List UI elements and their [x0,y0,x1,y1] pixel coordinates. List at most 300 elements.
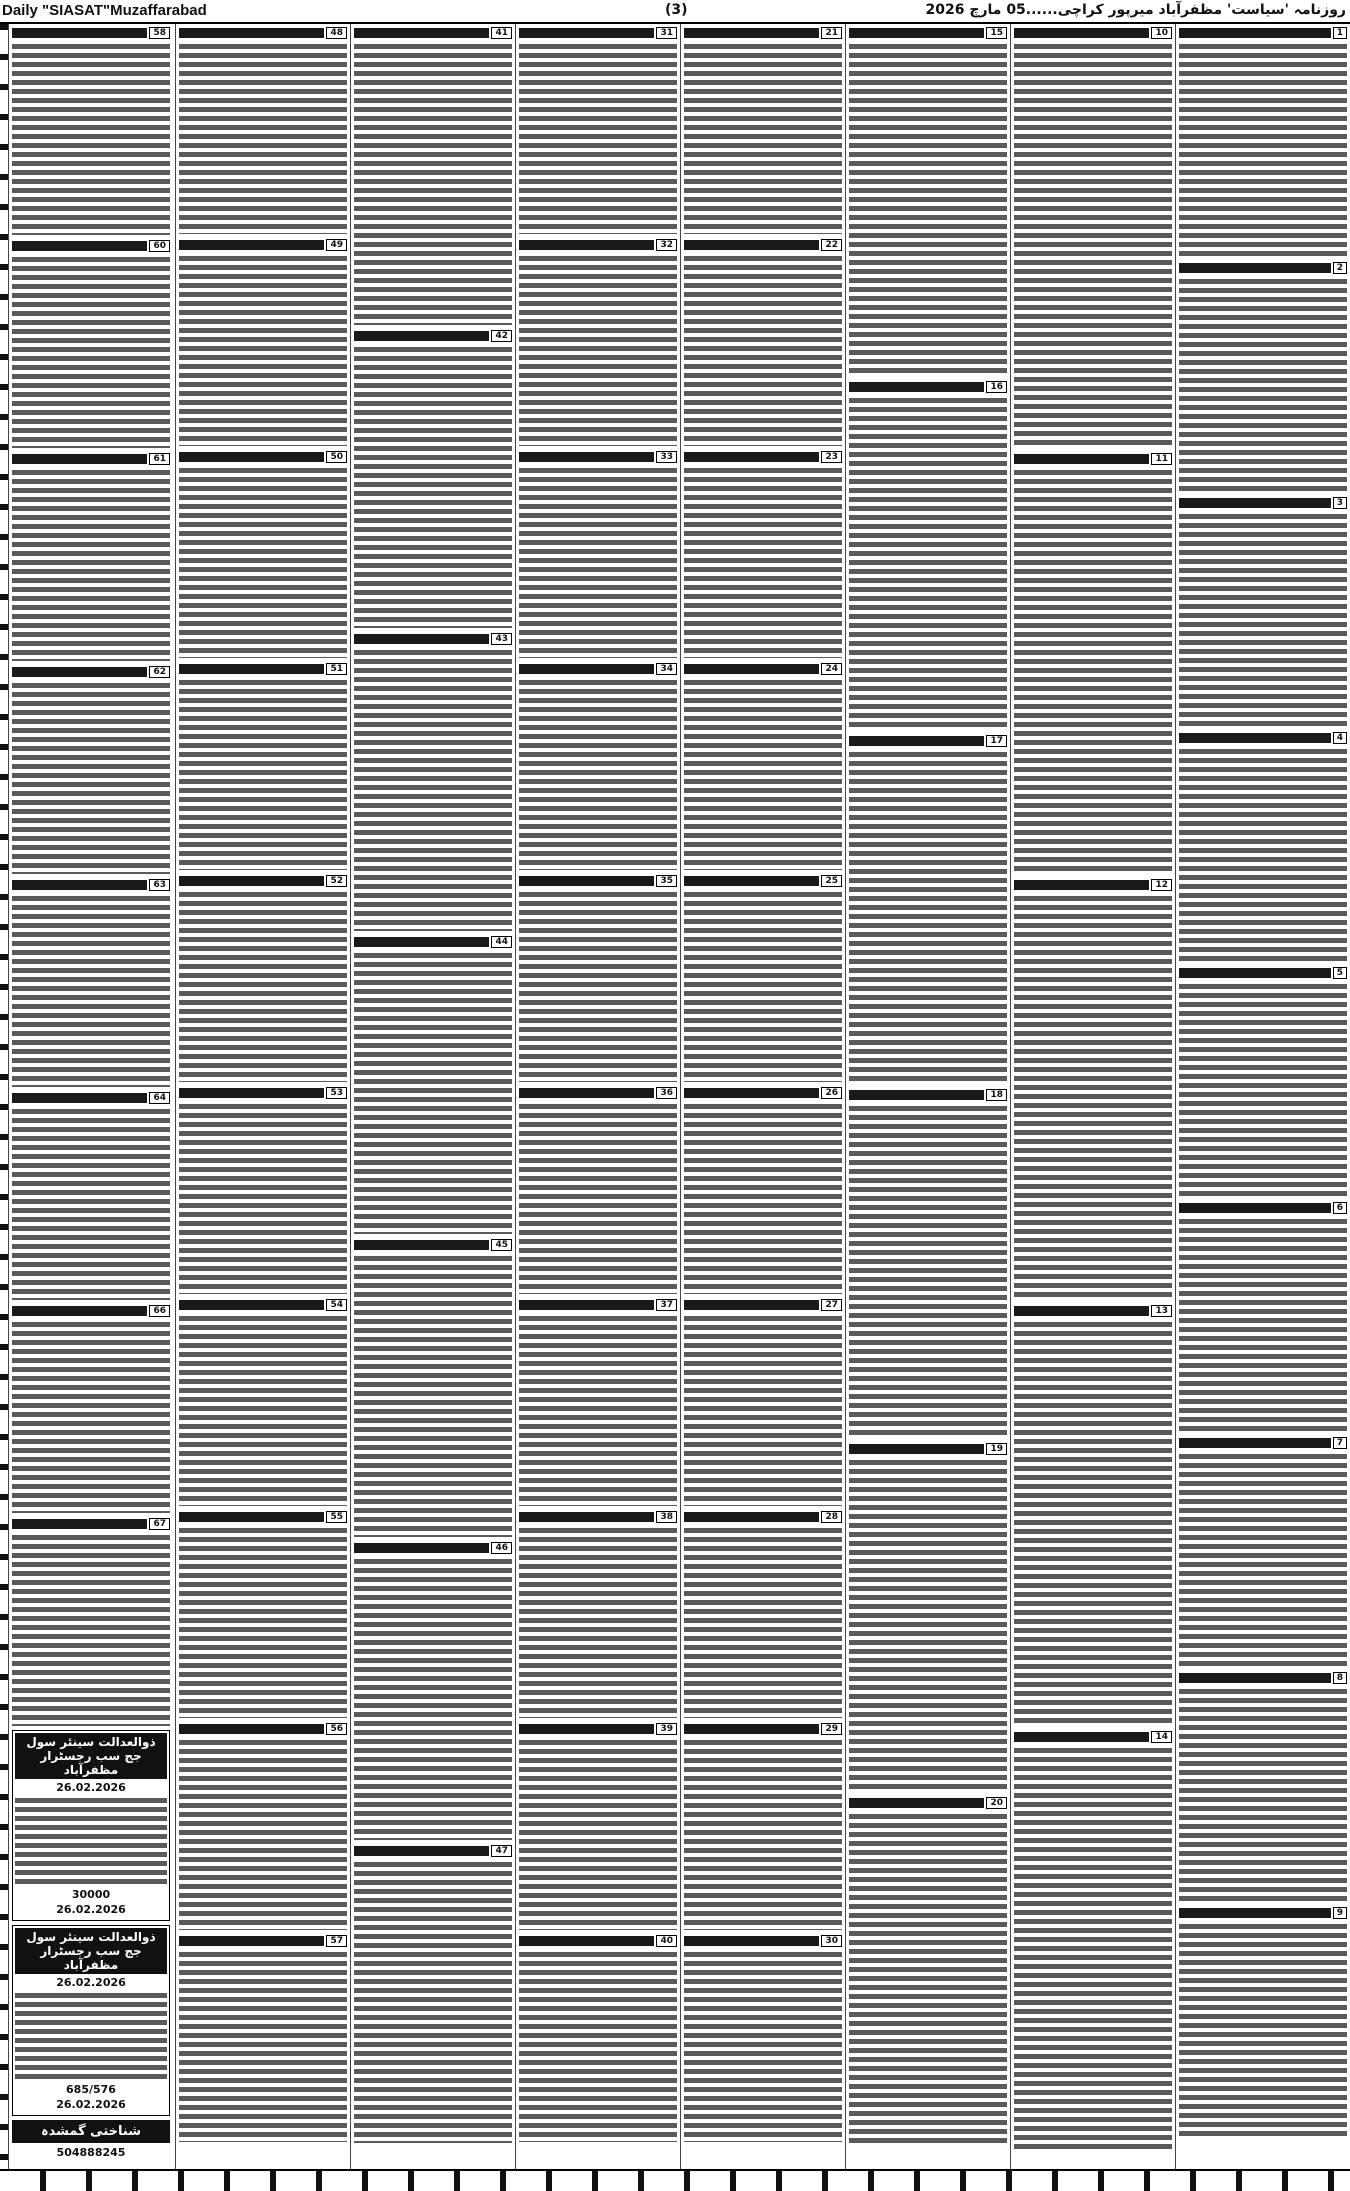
header-bar [354,1543,489,1553]
court-notice-ref-date: 26.02.2026 [56,1903,126,1916]
notice-header [684,450,842,464]
notice-text [179,254,347,446]
notice-number: 24 [821,663,842,675]
header-bar [684,664,819,674]
notice-item [684,1298,842,1506]
notice-header [179,1934,347,1948]
notice-header [519,1086,677,1100]
notice-item [519,26,677,234]
notice-header [354,329,512,343]
notice-number: 64 [149,1092,170,1104]
header-bar [849,1798,984,1808]
header-bar [519,452,654,462]
notice-item [179,662,347,870]
header-bar [519,28,654,38]
notice-text [179,466,347,658]
notice-header [1179,966,1347,980]
notice-header [684,1510,842,1524]
header-bar [519,240,654,250]
header-bar [179,876,324,886]
notice-text [179,890,347,1082]
notice-header [354,1238,512,1252]
notice-item [849,380,1007,730]
notice-header [354,26,512,40]
masthead-urdu-title: روزنامہ 'سیاست' مظفرآباد میرپور کراچی......05 مارچ 2026 [925,2,1346,18]
notice-item [849,1796,1007,2146]
decorative-footer-strip [0,2169,1350,2191]
notice-item [12,878,170,1087]
notice-header [12,1517,170,1531]
header-bar [519,1512,654,1522]
notice-item [519,1722,677,1930]
header-bar [684,876,819,886]
notice-item [12,452,170,661]
notice-header [849,1088,1007,1102]
notice-text [354,951,512,1234]
notice-header [684,1934,842,1948]
notice-text [519,1314,677,1506]
notice-number: 37 [656,1299,677,1311]
notice-header [1179,261,1347,275]
header-bar [1014,1732,1149,1742]
notice-number: 31 [656,27,677,39]
notice-item [849,1088,1007,1438]
notice-text [354,1254,512,1537]
court-notice-value: 30000 [71,1888,111,1901]
header-bar [179,1936,324,1946]
header-bar [1179,1203,1331,1213]
notice-number: 18 [986,1089,1007,1101]
notice-number: 13 [1151,1305,1172,1317]
notice-item [1179,261,1347,492]
notice-number: 17 [986,735,1007,747]
column-1 [8,24,173,2169]
notice-number: 62 [149,666,170,678]
notice-text [519,1526,677,1718]
notice-text [1179,1922,1347,2137]
court-notice-ref-date: 26.02.2026 [56,2098,126,2111]
header-bar [684,1088,819,1098]
notice-item [1179,731,1347,962]
notice-header [519,1298,677,1312]
header-bar [354,937,489,947]
notice-header [179,874,347,888]
notice-item [12,1517,170,1726]
header-bar [12,28,147,38]
notice-header [519,874,677,888]
notice-item [354,1541,512,1840]
court-notice-value: 685/576 [66,2083,116,2096]
notice-header [519,26,677,40]
notice-text [849,42,1007,376]
notice-text [354,42,512,325]
header-bar [12,1306,147,1316]
notice-item [1014,1730,1172,2152]
notice-number: 35 [656,875,677,887]
lost-id-heading: شناختی گمشدہ [12,2120,170,2143]
lost-id-number: 504888245 [56,2146,126,2159]
notice-item [849,26,1007,376]
notice-number: 40 [656,1935,677,1947]
notice-number: 28 [821,1511,842,1523]
notice-text [684,254,842,446]
notice-header [519,1722,677,1736]
header-bar [1179,263,1331,273]
header-bar [684,1724,819,1734]
notice-header [849,1796,1007,1810]
notice-item [354,26,512,325]
notice-text [12,468,170,661]
notice-item [12,665,170,874]
notice-text [519,254,677,446]
notice-text [684,466,842,658]
notice-text [354,1860,512,2143]
notice-item [179,1934,347,2142]
notice-text [684,890,842,1082]
notice-text [684,42,842,234]
notice-number: 27 [821,1299,842,1311]
notice-item [684,1510,842,1718]
header-bar [179,240,324,250]
notice-header [1179,1436,1347,1450]
notice-item [519,662,677,870]
notice-number: 58 [149,27,170,39]
header-bar [1179,1673,1331,1683]
notice-text [179,1102,347,1294]
notice-item [1014,1304,1172,1726]
notice-text [1179,512,1347,727]
notice-number: 26 [821,1087,842,1099]
notice-header [12,239,170,253]
notice-item [684,1086,842,1294]
header-bar [354,28,489,38]
notice-number: 45 [491,1239,512,1251]
court-notice-title: ذوالعدالت سینئر سول جج سب رجسٹرار مظفرآباد [15,1733,167,1779]
header-bar [12,241,147,251]
notice-item [354,632,512,931]
notice-text [684,678,842,870]
header-bar [179,1512,324,1522]
notice-item [1179,496,1347,727]
column-8 [1175,24,1350,2169]
notice-item [354,1238,512,1537]
notice-item [684,1722,842,1930]
notice-item [849,734,1007,1084]
notice-number: 25 [821,875,842,887]
header-bar [179,28,324,38]
notice-item [1179,1906,1347,2137]
notice-text [179,1950,347,2142]
notice-number: 3 [1333,497,1347,509]
notice-text [179,42,347,234]
notice-item [684,1934,842,2142]
header-bar [1179,1908,1331,1918]
notice-header [1014,1304,1172,1318]
court-notice-date: 26.02.2026 [56,1781,126,1794]
notice-number: 21 [821,27,842,39]
notice-text [519,466,677,658]
notice-number: 38 [656,1511,677,1523]
notice-number: 42 [491,330,512,342]
column-3 [350,24,515,2169]
notice-item [1014,878,1172,1300]
notice-text [12,42,170,235]
notice-number: 11 [1151,453,1172,465]
notice-header [849,734,1007,748]
notice-item [179,1722,347,1930]
header-bar [1014,880,1149,890]
notice-number: 44 [491,936,512,948]
notice-number: 15 [986,27,1007,39]
notice-number: 16 [986,381,1007,393]
header-bar [684,28,819,38]
notice-header [849,1442,1007,1456]
notice-item [179,26,347,234]
notice-text [1014,42,1172,448]
notice-text [1014,1746,1172,2152]
notice-item [12,239,170,448]
header-bar [12,667,147,677]
notice-number: 49 [326,239,347,251]
notice-item [1179,1436,1347,1667]
notice-text [519,678,677,870]
notice-item [179,1510,347,1718]
notice-number: 36 [656,1087,677,1099]
header-bar [849,1444,984,1454]
header-bar [179,1300,324,1310]
notice-item [179,450,347,658]
notice-number: 46 [491,1542,512,1554]
notice-item [684,238,842,446]
notice-text [519,42,677,234]
masthead [0,0,1350,24]
header-bar [354,1846,489,1856]
notice-text [1179,1217,1347,1432]
column-4 [515,24,680,2169]
header-bar [1179,28,1331,38]
header-bar [179,1724,324,1734]
notice-item [354,935,512,1234]
notice-number: 57 [326,1935,347,1947]
column-5 [680,24,845,2169]
notice-header [179,238,347,252]
header-bar [12,880,147,890]
notice-header [684,1722,842,1736]
notice-text [179,1738,347,1930]
notice-header [519,1934,677,1948]
notice-item [519,1934,677,2142]
notice-header [684,1298,842,1312]
notice-item [684,662,842,870]
column-7 [1010,24,1175,2169]
notice-header [1179,496,1347,510]
header-bar [684,1300,819,1310]
notice-item [1179,1671,1347,1902]
notice-header [179,26,347,40]
notice-header [849,26,1007,40]
notice-text [12,1107,170,1300]
header-bar [849,382,984,392]
court-notice-box [12,1925,170,2116]
notice-item [1179,26,1347,257]
notice-item [179,1298,347,1506]
notice-header [519,662,677,676]
notice-number: 19 [986,1443,1007,1455]
header-bar [519,1936,654,1946]
header-bar [519,1724,654,1734]
notice-header [354,1844,512,1858]
notice-number: 56 [326,1723,347,1735]
notice-header [354,935,512,949]
notice-header [1014,878,1172,892]
notice-text [1014,468,1172,874]
notice-item [179,1086,347,1294]
notice-number: 14 [1151,1731,1172,1743]
notice-text [354,1557,512,1840]
notice-number: 30 [821,1935,842,1947]
notice-header [1179,26,1347,40]
notice-text [519,1102,677,1294]
notice-item [1014,26,1172,448]
notice-text [179,1526,347,1718]
notice-number: 54 [326,1299,347,1311]
notice-header [1014,26,1172,40]
notice-text [354,345,512,628]
court-notice-box [12,1730,170,1921]
notice-header [519,450,677,464]
court-notice-text [15,1991,167,2081]
notice-number: 33 [656,451,677,463]
notice-header [179,662,347,676]
notice-header [1179,1906,1347,1920]
column-6 [845,24,1010,2169]
notice-text [1014,894,1172,1300]
notice-text [684,1102,842,1294]
notice-item [1014,452,1172,874]
notice-item [684,26,842,234]
header-bar [1179,498,1331,508]
notice-text [684,1950,842,2142]
notice-header [12,1304,170,1318]
header-bar [519,1088,654,1098]
notice-text [849,1104,1007,1438]
notice-header [12,452,170,466]
court-notice-title: ذوالعدالت سینئر سول جج سب رجسٹرار مظفرآباد [15,1928,167,1974]
notice-number: 47 [491,1845,512,1857]
notice-text [1179,1452,1347,1667]
notice-text [12,894,170,1087]
notice-header [354,1541,512,1555]
notice-number: 60 [149,240,170,252]
notice-item [354,329,512,628]
notice-item [12,1091,170,1300]
header-bar [1179,733,1331,743]
notice-number: 34 [656,663,677,675]
notice-header [12,878,170,892]
notice-number: 6 [1333,1202,1347,1214]
notice-number: 5 [1333,967,1347,979]
notice-text [519,1738,677,1930]
notice-item [519,1298,677,1506]
header-bar [354,1240,489,1250]
header-bar [849,1090,984,1100]
header-bar [849,736,984,746]
notice-item [684,450,842,658]
notice-text [12,255,170,448]
notice-header [1014,1730,1172,1744]
notice-number: 9 [1333,1907,1347,1919]
notice-number: 41 [491,27,512,39]
header-bar [849,28,984,38]
header-bar [354,331,489,341]
notice-header [684,238,842,252]
notice-text [12,1533,170,1726]
columns-area [0,24,1350,2169]
header-bar [519,876,654,886]
notice-text [1179,982,1347,1197]
notice-text [849,1812,1007,2146]
header-bar [1014,28,1149,38]
header-bar [519,1300,654,1310]
header-bar [179,664,324,674]
notice-header [1179,1201,1347,1215]
header-bar [179,1088,324,1098]
notice-header [12,26,170,40]
header-bar [519,664,654,674]
notice-number: 50 [326,451,347,463]
notice-item [179,238,347,446]
notice-item [519,238,677,446]
notice-item [1179,966,1347,1197]
notice-header [684,662,842,676]
notice-text [1179,277,1347,492]
masthead-english-title: Daily "SIASAT"Muzaffarabad [2,2,207,19]
notice-item [849,1442,1007,1792]
notice-header [179,1722,347,1736]
notice-number: 10 [1151,27,1172,39]
notice-text [12,1320,170,1513]
notice-text [1179,42,1347,257]
notice-header [519,238,677,252]
column-2 [175,24,350,2169]
court-notice-date: 26.02.2026 [56,1976,126,1989]
notice-number: 2 [1333,262,1347,274]
notice-header [684,874,842,888]
notice-item [179,874,347,1082]
notice-number: 43 [491,633,512,645]
notice-number: 51 [326,663,347,675]
header-bar [1179,1438,1331,1448]
notice-text [684,1738,842,1930]
notice-item [354,1844,512,2143]
notice-header [179,1298,347,1312]
notice-header [1014,452,1172,466]
header-bar [1179,968,1331,978]
notice-header [12,665,170,679]
header-bar [684,1512,819,1522]
notice-number: 8 [1333,1672,1347,1684]
notice-header [179,1510,347,1524]
notice-number: 22 [821,239,842,251]
notice-header [1179,1671,1347,1685]
page-number: (3) [665,2,688,18]
notice-number: 52 [326,875,347,887]
notice-number: 66 [149,1305,170,1317]
notice-item [519,1510,677,1718]
notice-text [1179,747,1347,962]
notice-item [519,450,677,658]
notice-number: 32 [656,239,677,251]
